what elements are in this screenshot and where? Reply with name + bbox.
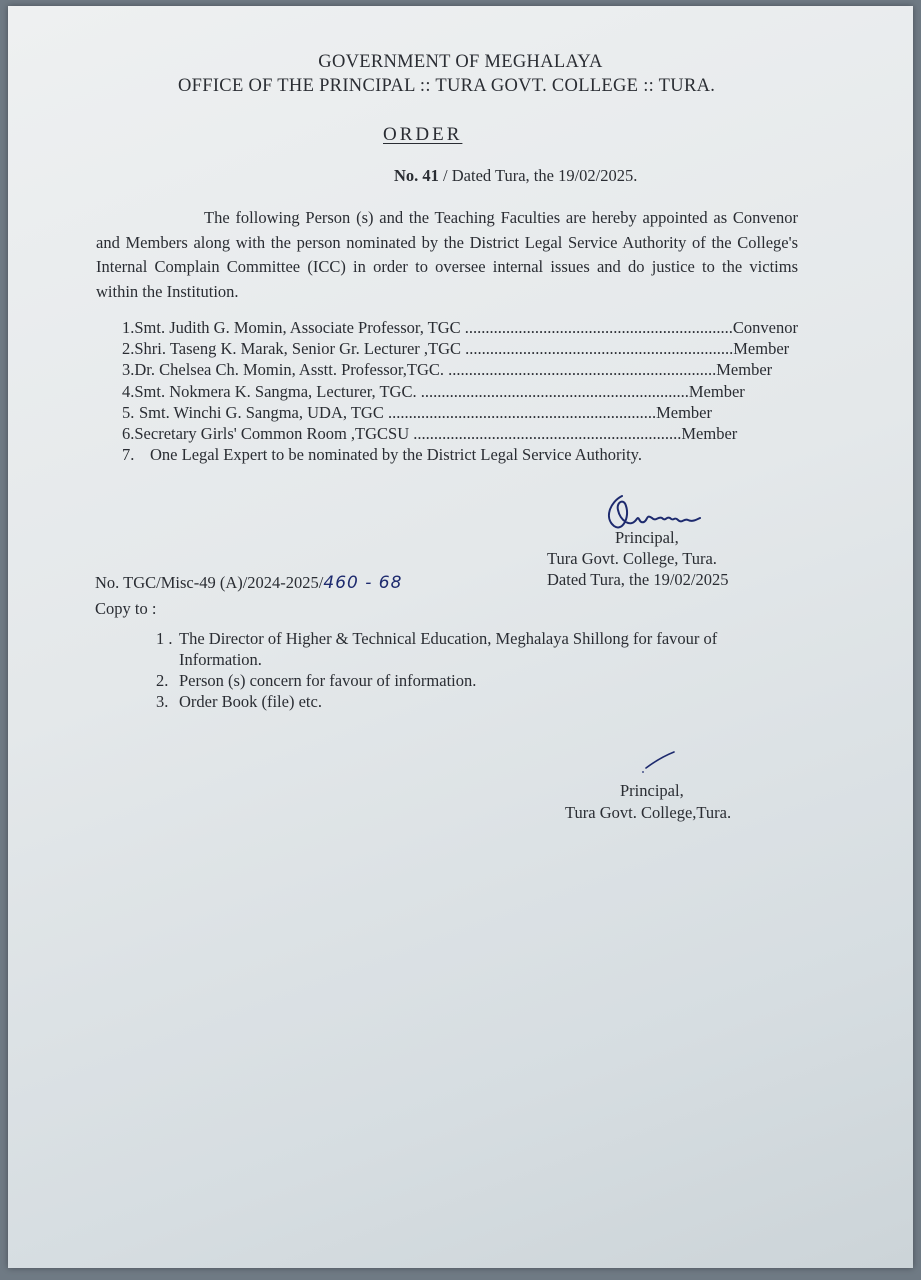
list-item-number: 4. [122,381,135,401]
copy-item-text: The Director of Higher & Technical Education, Meghalaya Shillong for favour of Information. [179,629,718,669]
member-role: Member [681,424,738,444]
order-date: / Dated Tura, the 19/02/2025. [438,166,638,185]
leader-dots: ................................................................. [444,360,717,380]
member-role: Member [656,402,712,422]
copy-item-number: 2. [156,671,169,690]
leader-dots: ................................................................. [409,424,682,444]
list-item [122,317,798,338]
list-item-number: 1. [122,318,135,337]
reference-number-printed: No. TGC/Misc-49 (A)/2024-2025/ [95,573,324,592]
list-item [122,423,738,444]
order-number: No. 41 [394,166,439,185]
order-paragraph [96,206,798,304]
document-page [8,6,913,1268]
list-item-number: 7. [122,445,135,465]
member-name: Secretary Girls' Common Room ,TGCSU [134,424,410,444]
initial-mark-icon [640,750,680,774]
signatory-designation-2: Principal, [620,781,684,800]
government-heading: GOVERNMENT OF MEGHALAYA [318,52,603,72]
order-title: ORDER [383,124,463,145]
member-name: Shri. Taseng K. Marak, Senior Gr. Lecturer ,TGC [134,339,462,359]
member-name: Dr. Chelsea Ch. Momin, Asstt. Professor,TGC. [134,360,445,380]
member-name: One Legal Expert to be nominated by the District Legal Service Authority. [150,445,642,465]
copy-item-number: 1 . [156,629,173,648]
list-item-number: 3. [122,360,135,380]
member-role: Member [688,381,745,401]
list-item [122,444,712,465]
leader-dots: ................................................................. [460,318,733,337]
list-item [122,402,712,423]
list-item [122,359,773,380]
signatory-date: Dated Tura, the 19/02/2025 [547,570,729,589]
member-name: Smt. Judith G. Momin, Associate Professor, TGC [134,318,461,337]
list-item [122,338,790,359]
list-item-number: 5. [122,402,135,422]
list-item [156,670,796,691]
copy-item-text: Person (s) concern for favour of information. [179,671,477,690]
copy-item-text: Order Book (file) etc. [179,692,322,711]
member-list [122,317,798,465]
signatory-college-2: Tura Govt. College,Tura. [565,803,732,822]
leader-dots: ................................................................. [383,402,657,422]
leader-dots: ................................................................. [461,339,734,359]
signatory-college: Tura Govt. College, Tura. [547,549,717,568]
signatory-designation: Principal, [615,528,679,547]
leader-dots: ................................................................. [416,381,689,401]
list-item-number: 2. [122,339,135,359]
paragraph-text: The following Person (s) and the Teaching Faculties are hereby appointed as Convenor and Members along with the person nominated by the District Legal Service Authority of the College's Internal Complain Committee (ICC) in order to oversee internal issues and do justice to the victims within the Institution. [96,208,798,301]
member-role: Member [733,339,790,359]
reference-number [95,573,402,593]
member-role: Convenor [732,318,798,337]
list-item-number: 6. [122,424,135,444]
list-item [156,628,796,670]
copy-list [156,628,796,712]
office-heading: OFFICE OF THE PRINCIPAL :: TURA GOVT. COLLEGE :: TURA. [178,76,716,96]
member-name: Smt. Winchi G. Sangma, UDA, TGC [138,402,384,422]
list-item [156,691,796,712]
member-role: Member [716,360,773,380]
copy-to-label: Copy to : [95,599,157,618]
copy-item-number: 3. [156,692,169,711]
member-name: Smt. Nokmera K. Sangma, Lecturer, TGC. [134,381,417,401]
reference-number-handwritten: 460 - 68 [323,573,403,593]
order-number-line [394,166,637,186]
list-item [122,381,745,402]
